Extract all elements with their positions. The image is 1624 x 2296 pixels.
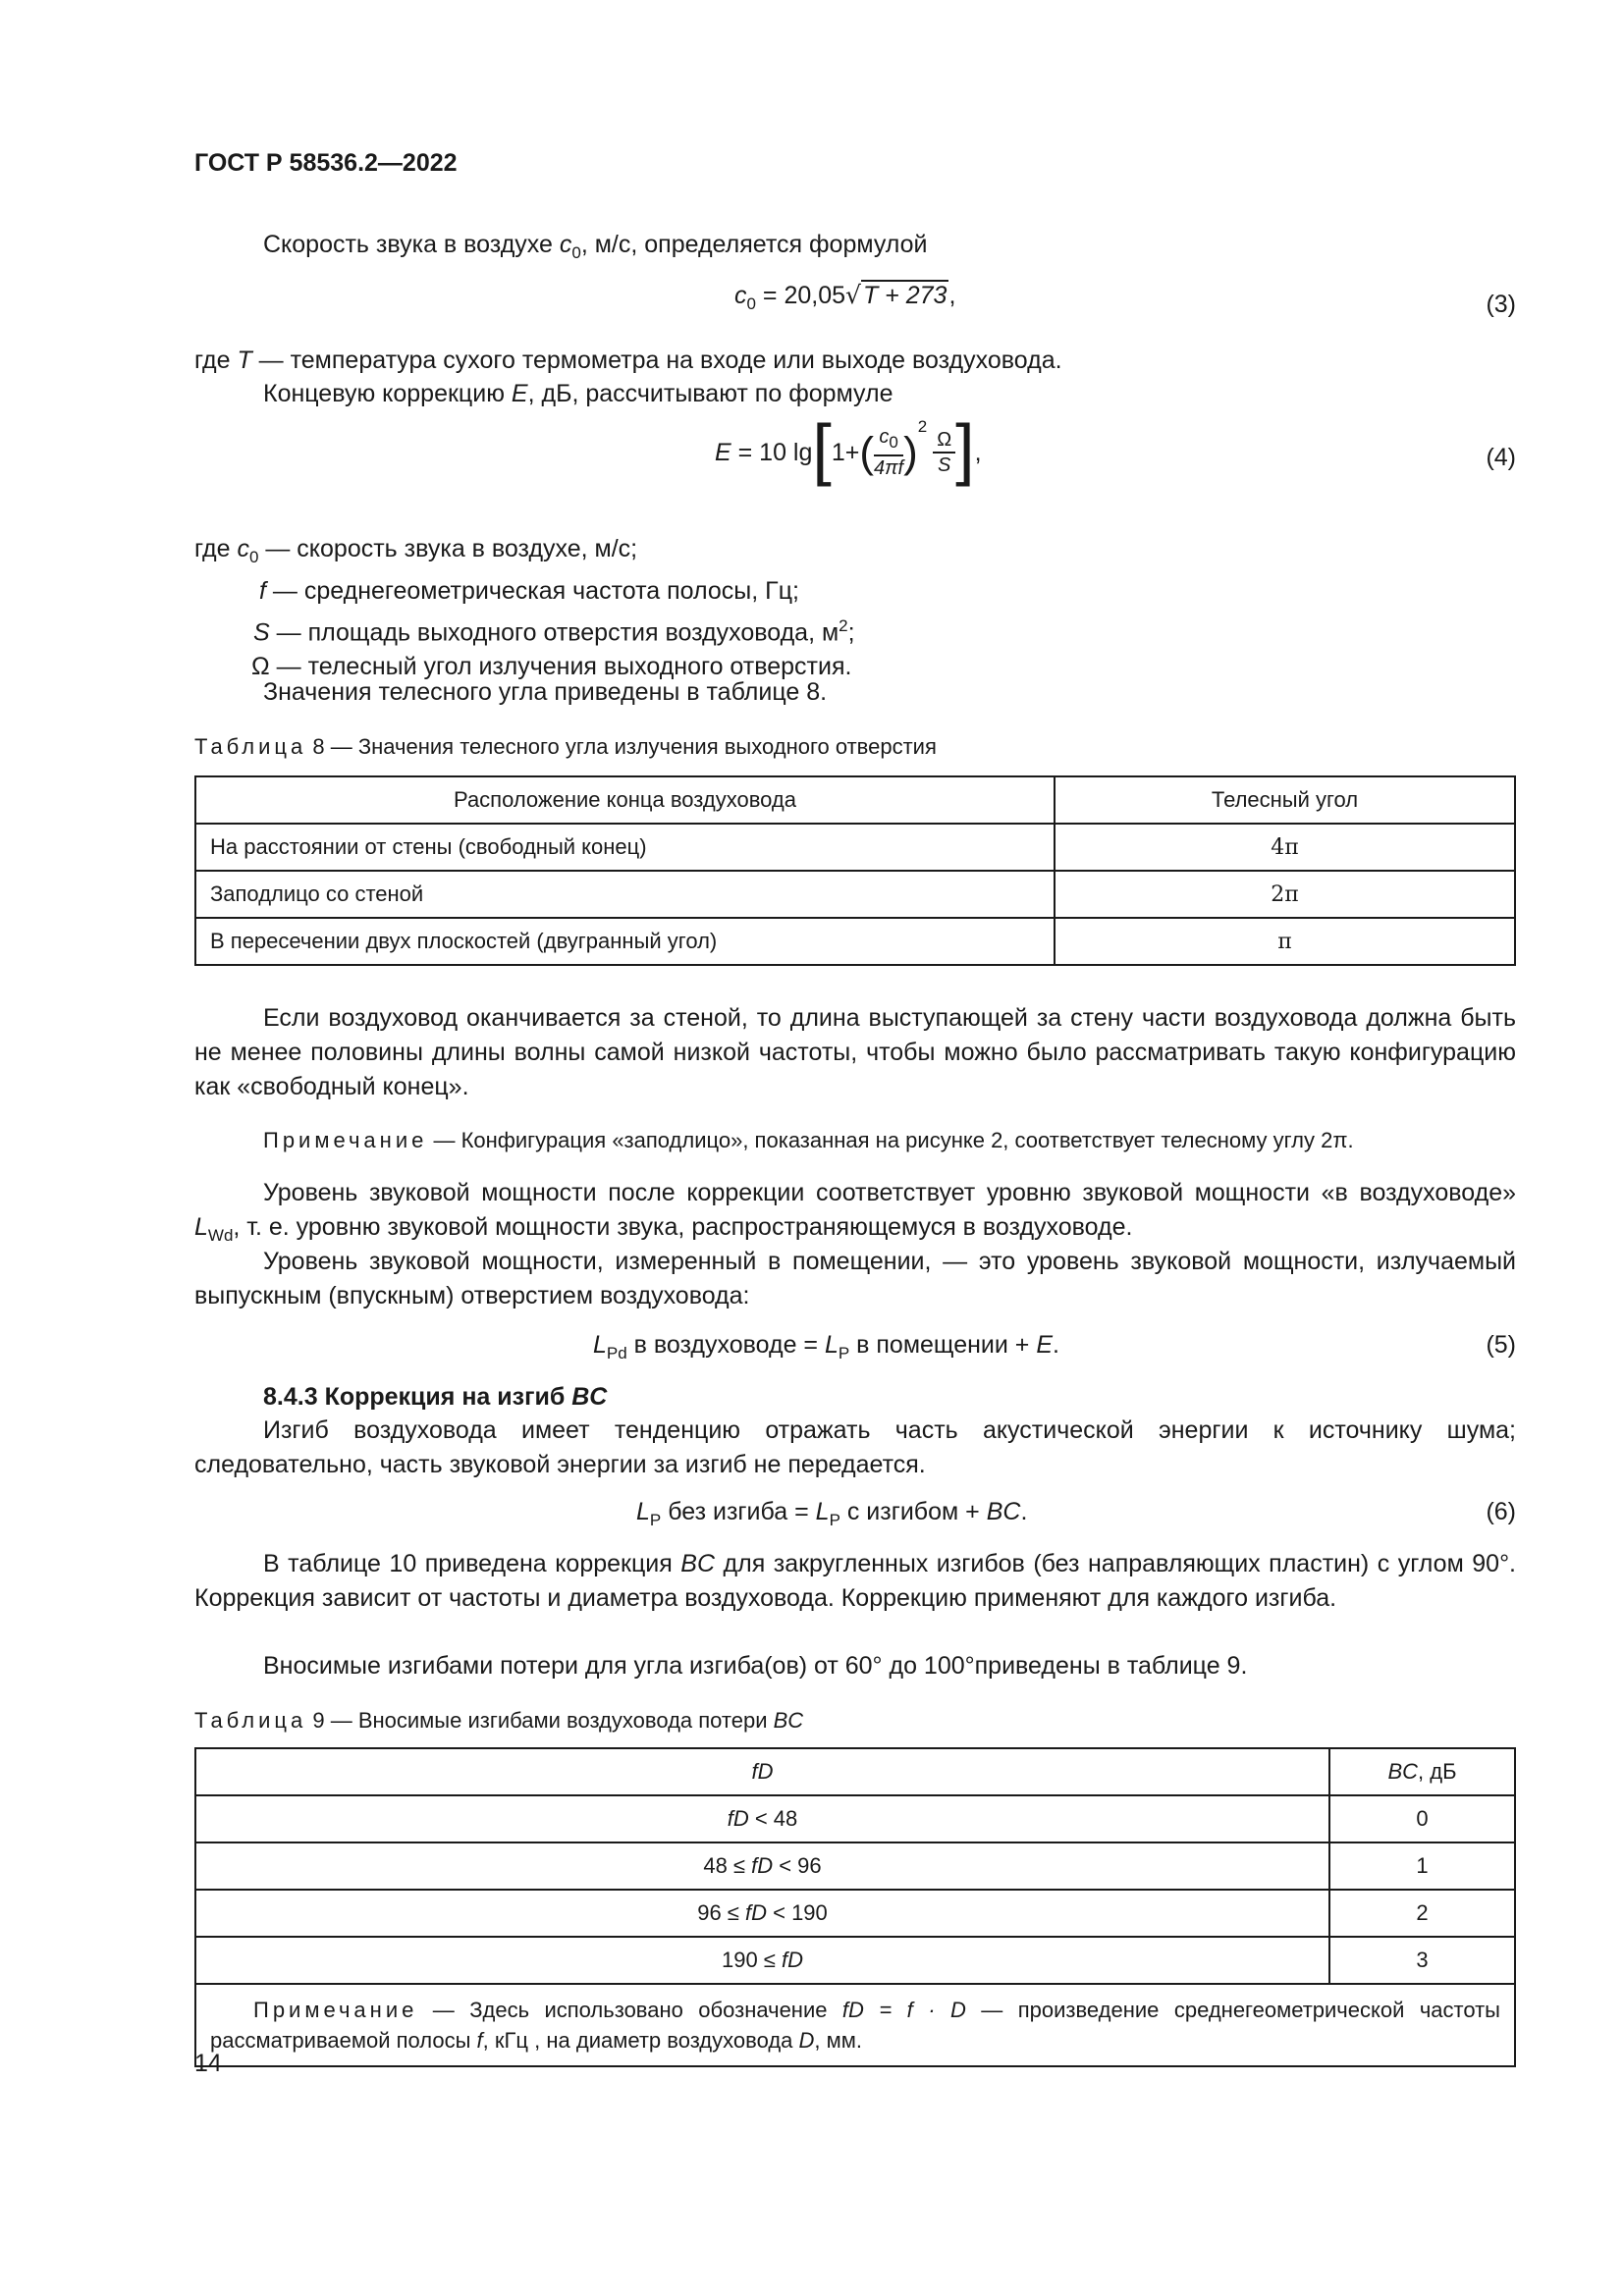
equation-4: E = 10 lg[1+( $\frac{c_0}{4\pi f}$ )$^2$ $\frac{\Omega}{S}$ ], (715, 410, 982, 488)
equation-6: $L_P$ без изгиба = $L_P$ с изгибом + BC. (636, 1498, 1028, 1529)
table-9-header-fd: fD (195, 1748, 1329, 1795)
table-9 (194, 1747, 1516, 2067)
table-row: 48 ≤ fD < 96 1 (195, 1842, 1515, 1890)
table-8-caption: Таблица 8 — Значения телесного угла излучения выходного отверстия (194, 734, 937, 759)
paragraph-wall: Если воздуховод оканчивается за стеной, то длина выступающей за стену части воздуховода должна быть не менее половины длины волны самой низкой частоты, чтобы можно было рассматривать такую конфигурацию как «свободный конец». (194, 1004, 1516, 1100)
paragraph-bend: Изгиб воздуховода имеет тенденцию отражать часть акустической энергии к источнику шума; следовательно, часть звуковой энергии за изгиб не передается. (194, 1416, 1516, 1478)
fraction-c0-over-4pif: $\frac{c_0}{4\pi f}$ (874, 426, 904, 480)
section-heading: 8.4.3 Коррекция на изгиб BC (263, 1383, 608, 1411)
table-8-header-angle: Телесный угол (1055, 776, 1515, 824)
solid-angle-reference: Значения телесного угла приведены в таблице 8. (263, 678, 828, 706)
where-t-line: где T — температура сухого термометра на входе или выходе воздуховода. (194, 347, 1062, 374)
equation-4-number: (4) (1486, 444, 1516, 471)
paragraph-table-9-ref: Вносимые изгибами потери для угла изгиба(ов) от 60° до 100°приведены в таблице 9. (263, 1652, 1248, 1680)
note-1: Примечание — Конфигурация «заподлицо», показанная на рисунке 2, соответствует телесному углу 2π. (263, 1128, 1354, 1152)
equation-5: $L_{Pd}$ в воздуховоде = $L_P$ в помещении + E. (593, 1331, 1059, 1362)
end-correction-line: Концевую коррекцию E, дБ, рассчитывают по формуле (263, 380, 893, 407)
table-8 (194, 775, 1516, 966)
table-row: На расстоянии от стены (свободный конец) 4π (195, 824, 1515, 871)
table-9-note: Примечание — Здесь использовано обозначение fD = f · D — произведение среднегеометрической частоты рассматриваемой полосы f, кГц , на диаметр воздуховода D, мм. (195, 1984, 1515, 2066)
document-code: ГОСТ Р 58536.2—2022 (194, 149, 458, 177)
fraction-omega-over-s: $\frac{\Omega}{S}$ (933, 428, 955, 477)
table-9-header-bc: BC, дБ (1329, 1748, 1515, 1795)
equation-3: $c_0 = 20,05√T + 273$, (734, 281, 956, 313)
where-item-c0: где $c_0$ — скорость звука в воздухе, м/с; (194, 535, 638, 566)
equation-3-number: (3) (1486, 291, 1516, 318)
where-item-omega: Ω — телесный угол излучения выходного отверстия. (251, 653, 852, 681)
intro-speed-paragraph: Скорость звука в воздухе $c_0$, м/с, определяется формулой (263, 231, 928, 262)
where-item-s: S — площадь выходного отверстия воздуховода, $м^2$; (253, 616, 855, 647)
table-row: 96 ≤ fD < 190 2 (195, 1890, 1515, 1937)
table-row: fD < 48 0 (195, 1795, 1515, 1842)
equation-6-number: (6) (1486, 1498, 1516, 1525)
table-8-header (195, 776, 1515, 824)
paragraph-level-2: Уровень звуковой мощности, измеренный в помещении, — это уровень звуковой мощности, излучаемый выпускным (впускным) отверстием воздуховода: (194, 1248, 1516, 1309)
table-row: Заподлицо со стеной 2π (195, 871, 1515, 918)
table-row: В пересечении двух плоскостей (двугранный угол) π (195, 918, 1515, 965)
paragraph-table-10: В таблице 10 приведена коррекция BC для закругленных изгибов (без направляющих пластин) с углом 90°. Коррекция зависит от частоты и диаметра воздуховода. Коррекцию применяют для каждого изгиба. (194, 1550, 1517, 1612)
paragraph-level-1: Уровень звуковой мощности после коррекции соответствует уровню звуковой мощности «в воздуховоде» $L_{Wd}$, т. е. уровню звуковой мощности звука, распространяющемуся в воздуховоде. (194, 1179, 1516, 1245)
table-9-caption: Таблица 9 — Вносимые изгибами воздуховода потери BC (194, 1708, 804, 1733)
table-9-note-row (195, 1984, 1515, 2066)
table-9-header (195, 1748, 1515, 1795)
table-row: 190 ≤ fD 3 (195, 1937, 1515, 1984)
where-item-f: f — среднегеометрическая частота полосы, Гц; (259, 577, 799, 605)
page-number: 14 (194, 2050, 222, 2077)
equation-5-number: (5) (1486, 1331, 1516, 1359)
table-8-header-location: Расположение конца воздуховода (195, 776, 1055, 824)
where-list (194, 532, 1516, 684)
